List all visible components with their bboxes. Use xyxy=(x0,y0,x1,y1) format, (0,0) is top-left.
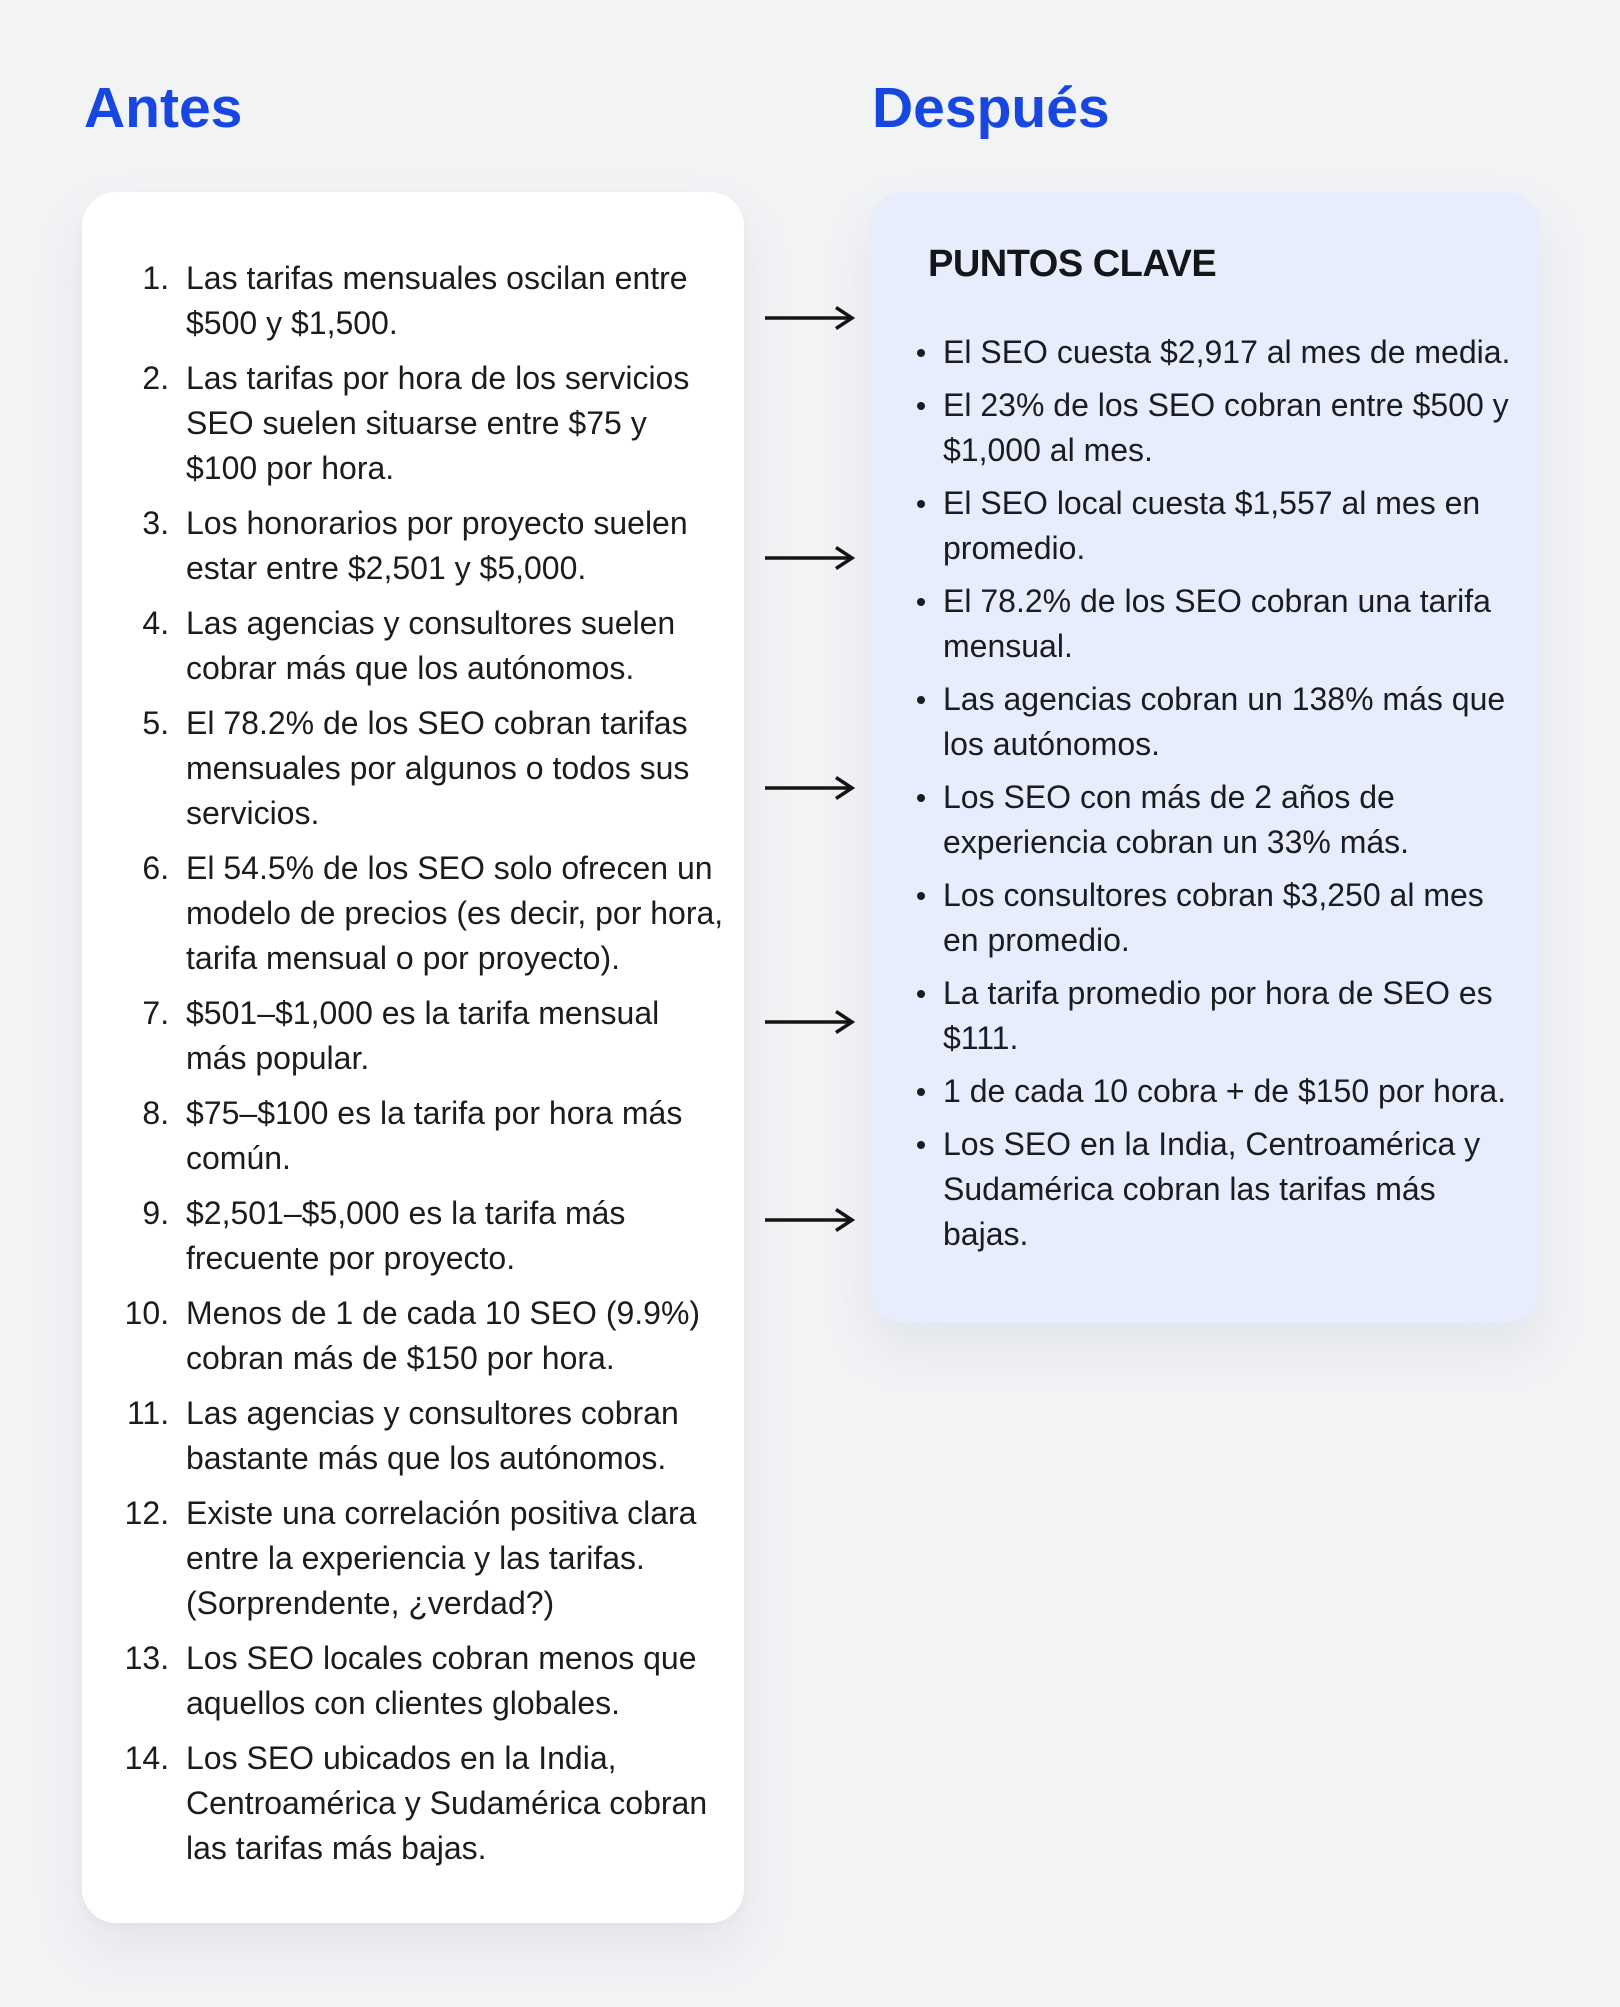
before-list-item: 9. $2,501–$5,000 es la tarifa más frecuente por proyecto. xyxy=(178,1191,724,1281)
before-heading: Antes xyxy=(84,76,243,140)
before-list-item: 2. Las tarifas por hora de los servicios SEO suelen situarse entre $75 y $100 por hora. xyxy=(178,356,724,491)
arrow-right-icon xyxy=(762,1008,858,1036)
before-list-item: 5. El 78.2% de los SEO cobran tarifas mensuales por algunos o todos sus servicios. xyxy=(178,701,724,836)
before-card xyxy=(82,192,744,1923)
key-point-item: Los consultores cobran $3,250 al mes en promedio. xyxy=(916,873,1512,963)
before-list xyxy=(82,192,744,1871)
before-list-item: 14. Los SEO ubicados en la India, Centroamérica y Sudamérica cobran las tarifas más bajas. xyxy=(178,1736,724,1871)
before-list-item: 11. Las agencias y consultores cobran bastante más que los autónomos. xyxy=(178,1391,724,1481)
key-point-item: Los SEO en la India, Centroamérica y Sudamérica cobran las tarifas más bajas. xyxy=(916,1122,1512,1257)
key-points-list xyxy=(916,330,1512,1257)
after-heading: Después xyxy=(872,76,1110,140)
after-card-content xyxy=(870,192,1540,1257)
key-point-item: El SEO local cuesta $1,557 al mes en promedio. xyxy=(916,481,1512,571)
arrow-right-icon xyxy=(762,544,858,572)
key-point-item: 1 de cada 10 cobra + de $150 por hora. xyxy=(916,1069,1512,1114)
key-point-item: Los SEO con más de 2 años de experiencia cobran un 33% más. xyxy=(916,775,1512,865)
before-list-item: 1. Las tarifas mensuales oscilan entre $500 y $1,500. xyxy=(178,256,724,346)
key-point-item: El 23% de los SEO cobran entre $500 y $1,000 al mes. xyxy=(916,383,1512,473)
key-point-item: La tarifa promedio por hora de SEO es $111. xyxy=(916,971,1512,1061)
key-point-item: El SEO cuesta $2,917 al mes de media. xyxy=(916,330,1512,375)
before-list-item: 10. Menos de 1 de cada 10 SEO (9.9%) cobran más de $150 por hora. xyxy=(178,1291,724,1381)
arrow-right-icon xyxy=(762,304,858,332)
before-list-item: 4. Las agencias y consultores suelen cobrar más que los autónomos. xyxy=(178,601,724,691)
arrow-right-icon xyxy=(762,774,858,802)
key-point-item: Las agencias cobran un 138% más que los autónomos. xyxy=(916,677,1512,767)
before-list-item: 8. $75–$100 es la tarifa por hora más común. xyxy=(178,1091,724,1181)
before-list-item: 12. Existe una correlación positiva clara entre la experiencia y las tarifas. (Sorprendente, ¿verdad?) xyxy=(178,1491,724,1626)
key-points-title: PUNTOS CLAVE xyxy=(928,243,1217,285)
arrow-right-icon xyxy=(762,1206,858,1234)
after-card xyxy=(870,192,1540,1323)
before-list-item: 6. El 54.5% de los SEO solo ofrecen un modelo de precios (es decir, por hora, tarifa mensual o por proyecto). xyxy=(178,846,724,981)
before-list-item: 7. $501–$1,000 es la tarifa mensual más popular. xyxy=(178,991,724,1081)
before-list-item: 13. Los SEO locales cobran menos que aquellos con clientes globales. xyxy=(178,1636,724,1726)
before-list-item: 3. Los honorarios por proyecto suelen estar entre $2,501 y $5,000. xyxy=(178,501,724,591)
key-point-item: El 78.2% de los SEO cobran una tarifa mensual. xyxy=(916,579,1512,669)
